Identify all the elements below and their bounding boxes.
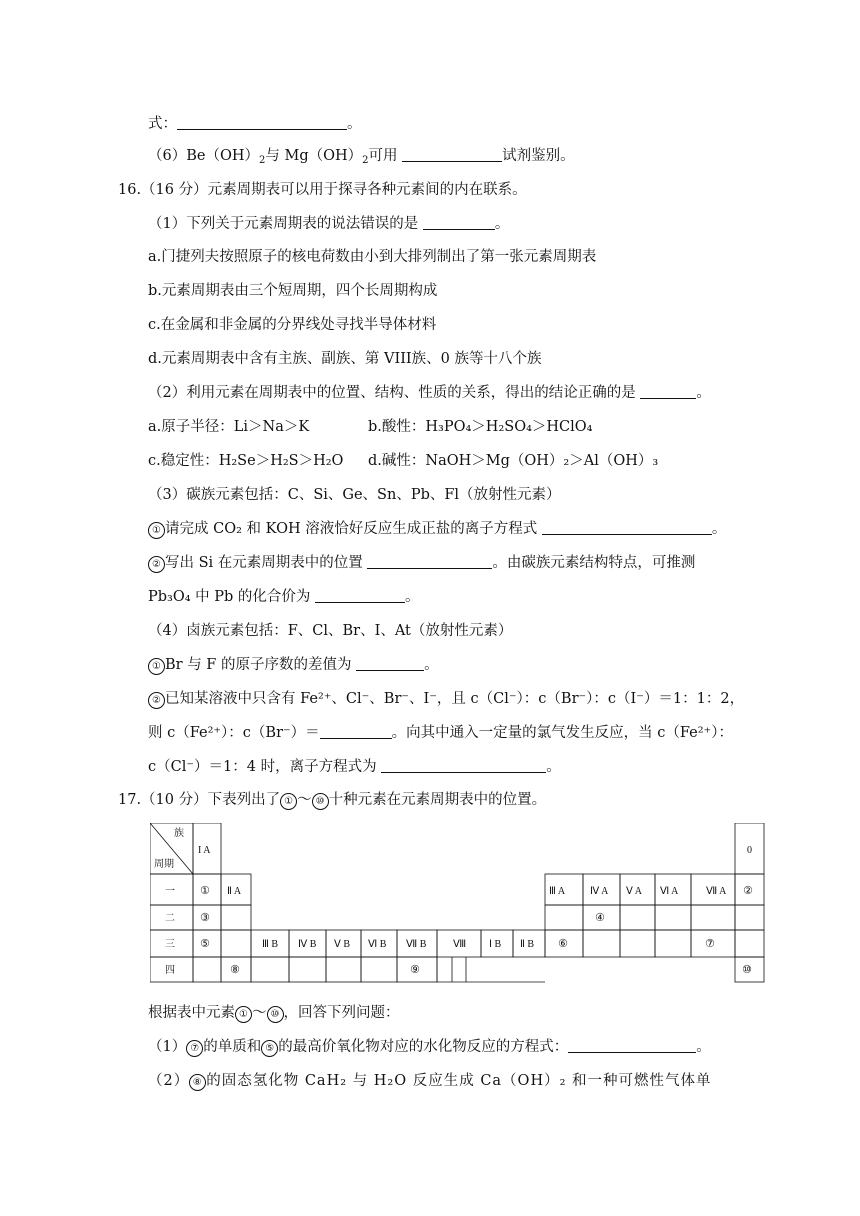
answer-blank[interactable] [402,147,502,162]
circle-number: ② [148,556,165,573]
q17-intro: 根据表中元素 ① ～ ⑩ ，回答下列问题： [148,1005,400,1021]
answer-blank[interactable] [542,520,712,535]
group-IA-label: I A [198,845,211,856]
q16-p1-option-a: a.门捷列夫按照原子的核电荷数由小到大排列制出了第一张元素周期表 [148,249,597,265]
period-4-label: 四 [165,965,175,976]
q16-p4-item2: ② 已知某溶液中只含有 Fe²⁺、Cl⁻、Br⁻、I⁻，且 c（Cl⁻）：c（Br⁻）：c（I⁻）＝1：1：2， [148,689,744,709]
group-IIIA-label: Ⅲ A [549,886,566,897]
circle-number: ⑤ [261,1040,278,1057]
q17-part1: （1） ⑦ 的单质和 ⑤ 的最高价氧化物对应的水化物反应的方程式： 。 [148,1039,711,1055]
element-10: ⑩ [742,963,752,976]
group-VA-label: Ⅴ A [626,886,643,897]
group-IB-label: Ⅰ B [489,939,502,950]
q16-p1-option-d: d.元素周期表中含有主族、副族、第 VIII族、0 族等十八个族 [148,351,542,367]
formula-line: 式： 。 [148,116,362,132]
group-VIII-label: Ⅷ [453,939,467,950]
group-IIIB-label: Ⅲ B [262,939,279,950]
group-VIA-label: Ⅵ A [660,886,679,897]
element-2: ② [743,884,753,897]
circle-number: ⑦ [186,1040,203,1057]
element-5: ⑤ [200,937,210,950]
q16-p3-item2: ② 写出 Si 在元素周期表中的位置 。由碳族元素结构特点，可推测 [148,553,695,573]
circle-number: ② [148,692,165,709]
answer-blank[interactable] [315,588,405,603]
q17-header: 17.（10 分）下表列出了 ① ～ ⑩ 十种元素在元素周期表中的位置。 [118,792,547,808]
q16-p4-item2-line2: 则 c（Fe²⁺）：c（Br⁻）＝ 。向其中通入一定量的氯气发生反应，当 c（Fe²⁺）： [148,725,733,741]
q16-p3-item1: ① 请完成 CO₂ 和 KOH 溶液恰好反应生成正盐的离子方程式 。 [148,519,726,539]
answer-blank[interactable] [320,724,392,739]
corner-group-label: 族 [174,828,184,839]
circle-number: ① [280,793,297,810]
q16-p2-option-d: d.碱性：NaOH＞Mg（OH）₂＞Al（OH）₃ [368,453,659,469]
q16-p2-option-c: c.稳定性：H₂Se＞H₂S＞H₂O [148,453,344,469]
corner-period-label: 周期 [154,859,174,870]
q16-header: 16.（16 分）元素周期表可以用于探寻各种元素间的内在联系。 [118,182,527,198]
answer-blank[interactable] [381,758,546,773]
q17-part2: （2） ⑧ 的固态氢化物 CaH₂ 与 H₂O 反应生成 Ca（OH）₂ 和一种可燃性气体单 [148,1073,712,1089]
group-IIB-label: Ⅱ B [520,939,535,950]
period-1-label: 一 [165,886,175,897]
periodic-table [150,823,765,983]
group-IIA-label: Ⅱ A [227,886,242,897]
element-9: ⑨ [410,963,420,976]
element-8: ⑧ [230,963,240,976]
circle-number: ① [235,1006,252,1023]
group-VB-label: Ⅴ B [334,939,351,950]
element-6: ⑥ [558,937,568,950]
element-1: ① [200,884,210,897]
table-grid-lines [150,823,764,982]
q16-p4-item2-line3: c（Cl⁻）＝1：4 时，离子方程式为 。 [148,759,561,775]
circle-number: ① [148,658,165,675]
element-7: ⑦ [705,937,715,950]
period-3-label: 三 [165,939,175,950]
answer-blank[interactable] [423,215,495,230]
q16-p1-option-c: c.在金属和非金属的分界线处寻找半导体材料 [148,317,437,333]
period-2-label: 二 [165,913,175,924]
q16-part1: （1）下列关于元素周期表的说法错误的是 。 [148,216,510,232]
q16-part3: （3）碳族元素包括：C、Si、Ge、Sn、Pb、Fl（放射性元素） [148,487,561,503]
circle-number: ⑩ [267,1006,284,1023]
element-4: ④ [595,911,605,924]
group-VIB-label: Ⅵ B [368,939,387,950]
q16-p2-option-b: b.酸性：H₃PO₄＞H₂SO₄＞HClO₄ [368,419,593,435]
group-0-label: 0 [747,845,752,856]
circle-number: ⑩ [312,793,329,810]
answer-blank[interactable] [177,115,347,130]
answer-blank[interactable] [367,554,492,569]
q15-part6: $(6)Be(OH)_2$与 $Mg(OH)_2$可用 试剂鉴别。 [148,148,575,166]
circle-number: ⑧ [189,1074,206,1091]
group-IVB-label: Ⅳ B [298,939,317,950]
group-VIIB-label: Ⅶ B [406,939,427,950]
element-3: ③ [200,911,210,924]
group-IVA-label: Ⅳ A [590,886,609,897]
answer-blank[interactable] [356,656,424,671]
q16-part4: （4）卤族元素包括：F、Cl、Br、I、At（放射性元素） [148,623,513,639]
answer-blank[interactable] [568,1038,696,1053]
group-VIIA-label: Ⅶ A [706,886,727,897]
circle-number: ① [148,522,165,539]
q16-p1-option-b: b.元素周期表由三个短周期，四个长周期构成 [148,283,438,299]
answer-blank[interactable] [640,384,696,399]
q16-p3-item2-cont: Pb₃O₄ 中 Pb 的化合价为 。 [148,589,420,605]
q16-p4-item1: ① Br 与 F 的原子序数的差值为 。 [148,655,439,675]
q16-part2: （2）利用元素在周期表中的位置、结构、性质的关系，得出的结论正确的是 。 [148,385,711,401]
q16-p2-option-a: a.原子半径：Li＞Na＞K [148,419,310,435]
